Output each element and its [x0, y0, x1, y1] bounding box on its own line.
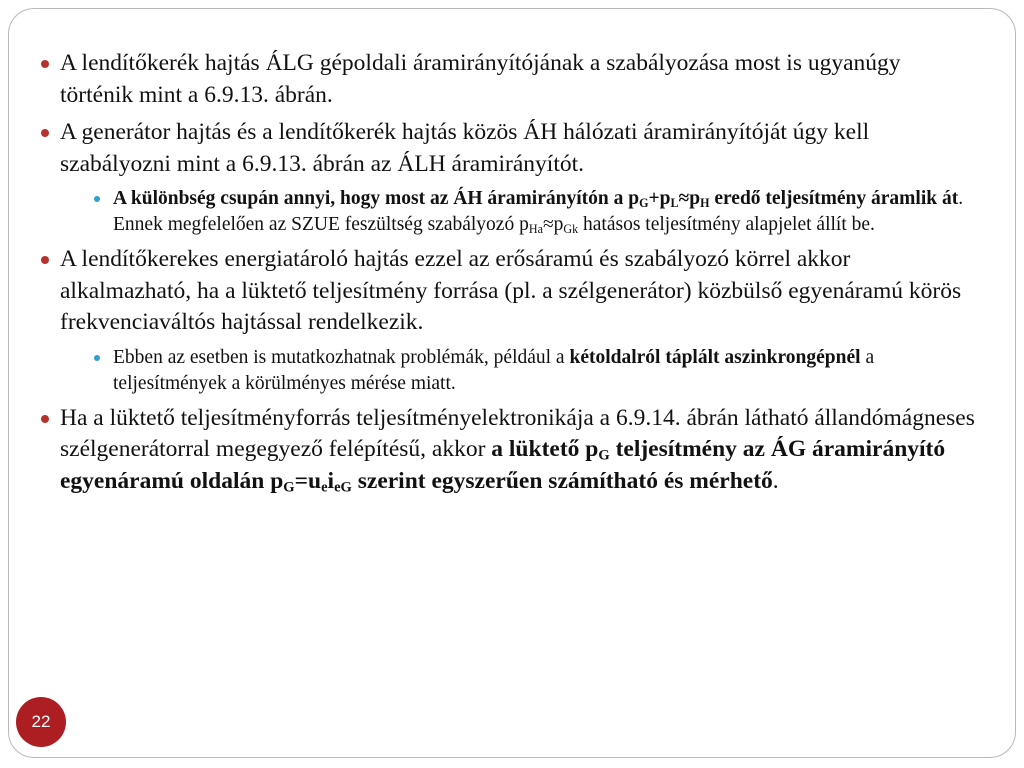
bullet-dot-icon — [41, 129, 49, 137]
bullet-list — [38, 48, 978, 497]
bold-text: kétoldalról táplált aszinkrongépnél — [569, 346, 861, 368]
bullet-item-1 — [38, 48, 978, 111]
sub-bullet-dot-icon — [94, 196, 100, 202]
bullet-item-3 — [38, 244, 978, 397]
sub-bullet-item: Ebben az esetben is mutatkozhatnak problémák, például a kétoldalról táplált aszinkrongépnél a teljesítmények a körülményes mérése miatt. — [60, 345, 978, 397]
bullet-text: A lendítőkerekes energiatároló hajtás ezzel az erősáramú és szabályozó körrel akkor alkalmazható, ha a lüktető teljesítmény forrása (pl. a szélgenerátor) közbülső egyenáramú körös frekvenciaváltós hajtással rendelkezik. — [60, 246, 962, 335]
bold-text: A különbség csupán annyi, hogy most az ÁH áramirányítón a $p_G+p_L\approx p_H$ eredő teljesítmény áramlik át — [113, 188, 959, 211]
bullet-dot-icon — [41, 60, 49, 68]
sub-bullet-list — [60, 345, 978, 397]
slide-content — [38, 48, 978, 503]
bullet-item-4: Ha a lüktető teljesítményforrás teljesítményelektronikája a 6.9.14. ábrán látható állandómágneses szélgenerátorral megegyező felépítésű, akkor a lüktető $p_G$ teljesítmény az ÁG áramirányító egyenáramú oldalán $p_G=u_ei_{eG}$ szerint egyszerűen számítható és mérhető. — [38, 403, 978, 498]
sub-bullet-dot-icon — [94, 355, 100, 361]
page-number-badge: 22 — [16, 697, 66, 747]
bullet-dot-icon — [41, 256, 49, 264]
sub-bullet-item: A különbség csupán annyi, hogy most az ÁH áramirányítón a $p_G+p_L\approx p_H$ eredő teljesítmény áramlik át. Ennek megfelelően az SZUE feszültség szabályozó $p_{Ha}\approx p_{Gk}$ hatásos teljesítmény alapjelet állít be. — [60, 186, 978, 238]
bold-text: a lüktető $p_G$ teljesítmény az ÁG áramirányító egyenáramú oldalán $p_G=u_ei_{eG}$ szerint egyszerűen számítható és mérhető — [60, 436, 946, 496]
bullet-text: A generátor hajtás és a lendítőkerék hajtás közös ÁH hálózati áramirányítóját úgy kell szabályozni mint a 6.9.13. ábrán az ÁLH áramirányítót. — [60, 119, 870, 177]
bullet-item-2 — [38, 117, 978, 238]
bullet-dot-icon — [41, 415, 49, 423]
bullet-text: A lendítőkerék hajtás ÁLG gépoldali áramirányítójának a szabályozása most is ugyanúgy történik mint a 6.9.13. ábrán. — [60, 50, 901, 108]
sub-bullet-list — [60, 186, 978, 238]
